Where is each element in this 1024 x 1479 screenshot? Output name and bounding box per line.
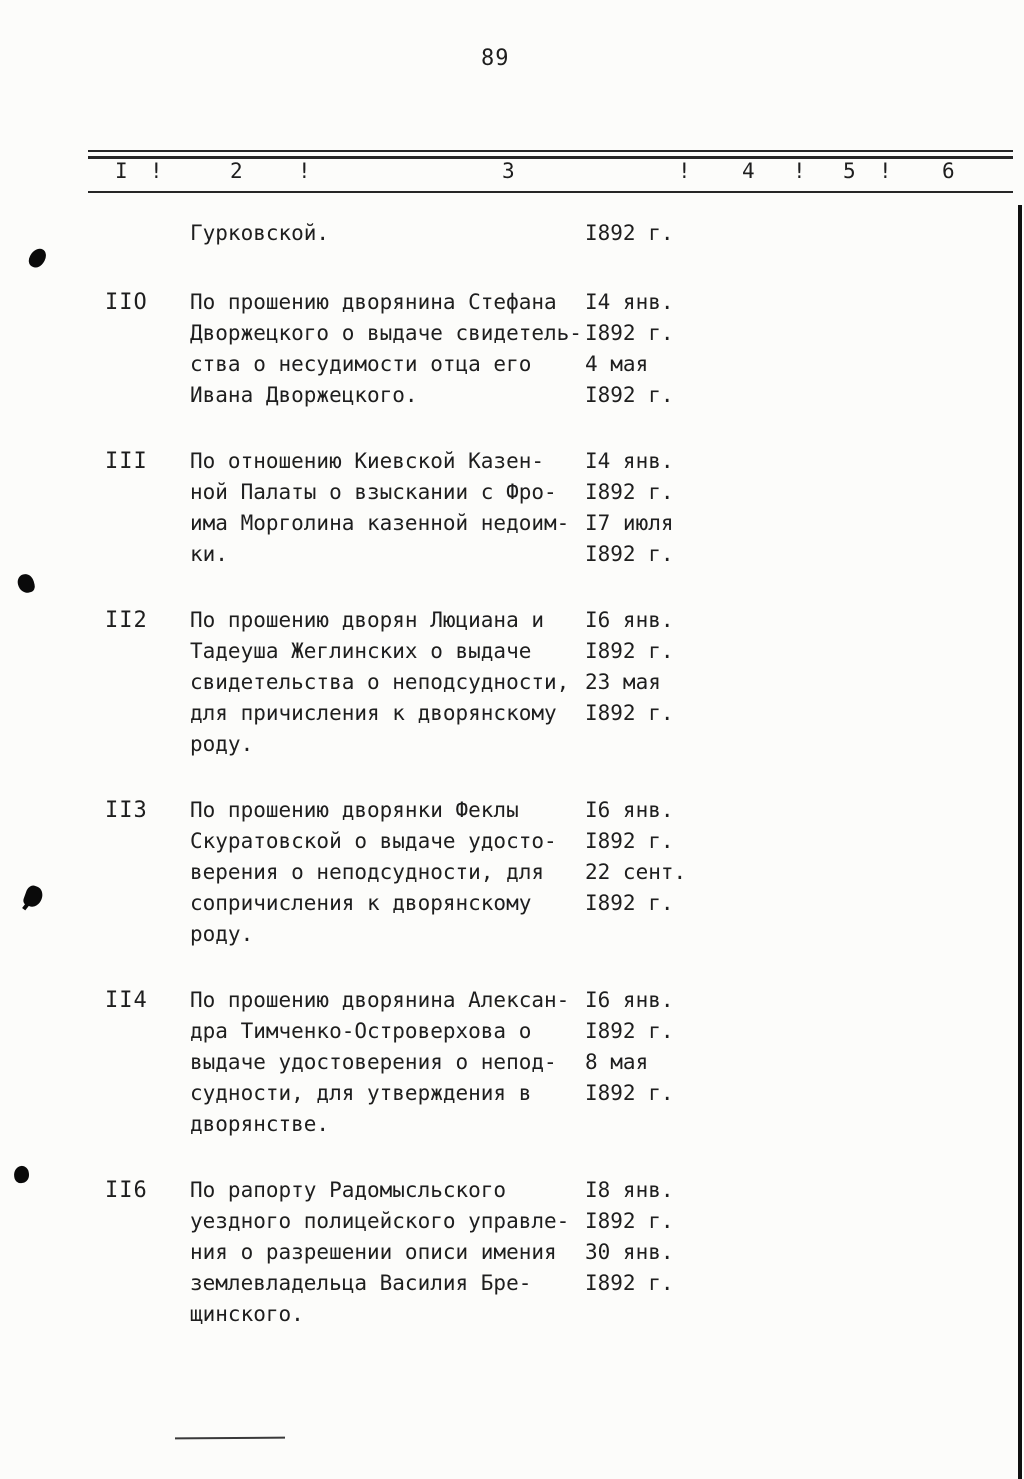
entry-description [190,446,585,570]
description-line: дворянстве. [190,1112,330,1136]
description-line: щинского. [190,1302,304,1326]
table-header-bottom-rule [88,191,1013,193]
entry-number [0,218,190,249]
description-line: верения о неподсудности, для [190,860,545,884]
description-line: выдаче удостоверения о непод- [190,1050,557,1074]
date-line: I892 г. [585,829,674,853]
date-line: I892 г. [585,221,674,245]
date-line: I7 июля [585,511,674,535]
date-line: I8 янв. [585,1178,674,1202]
column-separator: ! [879,159,892,183]
description-line: судности, для утверждения в [190,1081,532,1105]
date-line: I892 г. [585,383,674,407]
description-line: Ивана Дворжецкого. [190,383,418,407]
date-line: 4 мая [585,352,649,376]
entry-number: II4 [105,988,148,1013]
date-line: I892 г. [585,1209,674,1233]
entry-description [190,795,585,950]
date-line: I892 г. [585,1271,674,1295]
entry-description [190,218,585,249]
description-line: Скуратовской о выдаче удосто- [190,829,557,853]
column-header-4: 4 [742,159,755,183]
date-line: 22 сент. [585,860,687,884]
description-line: Гурковской. [190,221,330,245]
entry-dates [585,446,1024,570]
description-line: уездного полицейского управле- [190,1209,570,1233]
table-row [0,795,1024,950]
column-separator: ! [678,159,691,183]
date-line: I892 г. [585,321,674,345]
entry-dates [585,218,1024,249]
description-line: Дворжецкого о выдаче свидетель- [190,321,582,345]
description-line: има Морголина казенной недоим- [190,511,570,535]
description-line: сопричисления к дворянскому [190,891,532,915]
entry-dates [585,985,1024,1140]
entry-number: II2 [105,608,148,633]
entry-number: IIO [105,290,148,315]
entry-number: III [105,449,148,474]
table-row [0,218,1024,249]
date-line: I4 янв. [585,449,674,473]
column-separator: ! [298,159,311,183]
entry-dates [585,287,1024,411]
entry-number: II6 [105,1178,148,1203]
description-line: землевладельца Василия Бре- [190,1271,532,1295]
date-line: I6 янв. [585,988,674,1012]
table-top-rule [88,150,1013,152]
description-line: ния о разрешении описи имения [190,1240,557,1264]
column-header-6: 6 [942,159,955,183]
column-header-2: 2 [230,159,243,183]
description-line: ной Палаты о взыскании с Фро- [190,480,557,504]
description-line: роду. [190,922,254,946]
column-separator: ! [793,159,806,183]
description-line: По прошению дворянина Стефана [190,290,557,314]
date-line: 23 мая [585,670,661,694]
description-line: свидетельства о неподсудности, [190,670,570,694]
date-line: 8 мая [585,1050,649,1074]
entry-description [190,287,585,411]
description-line: По прошению дворянина Алексан- [190,988,570,1012]
column-header-5: 5 [843,159,856,183]
entries [0,218,1024,1365]
description-line: По отношению Киевской Казен- [190,449,545,473]
entry-dates [585,1175,1024,1330]
description-line: По прошению дворянки Феклы [190,798,519,822]
description-line: роду. [190,732,254,756]
description-line: дра Тимченко-Островерхова о [190,1019,532,1043]
date-line: I892 г. [585,891,674,915]
description-line: По прошению дворян Люциана и [190,608,545,632]
description-line: ства о несудимости отца его [190,352,532,376]
date-line: I892 г. [585,701,674,725]
entry-dates [585,605,1024,760]
entry-dates [585,795,1024,950]
table-row [0,985,1024,1140]
date-line: I892 г. [585,480,674,504]
description-line: По рапорту Радомысльского [190,1178,507,1202]
page-number: 89 [481,46,510,71]
column-separator: ! [150,159,163,183]
entry-description [190,1175,585,1330]
table-header [0,159,1024,187]
description-line: для причисления к дворянскому [190,701,557,725]
date-line: 30 янв. [585,1240,674,1264]
scan-bottom-mark [175,1437,285,1440]
entry-description [190,985,585,1140]
column-header-3: 3 [502,159,515,183]
entry-description [190,605,585,760]
date-line: I892 г. [585,542,674,566]
table-row [0,446,1024,570]
column-header-1: I [115,159,128,183]
description-line: ки. [190,542,228,566]
date-line: I892 г. [585,1019,674,1043]
date-line: I4 янв. [585,290,674,314]
table-row [0,605,1024,760]
date-line: I6 янв. [585,798,674,822]
entry-number: II3 [105,798,148,823]
table-row [0,1175,1024,1330]
table-row [0,287,1024,411]
date-line: I6 янв. [585,608,674,632]
date-line: I892 г. [585,639,674,663]
date-line: I892 г. [585,1081,674,1105]
scan-edge-line [1018,205,1022,1479]
description-line: Тадеуша Жеглинских о выдаче [190,639,532,663]
